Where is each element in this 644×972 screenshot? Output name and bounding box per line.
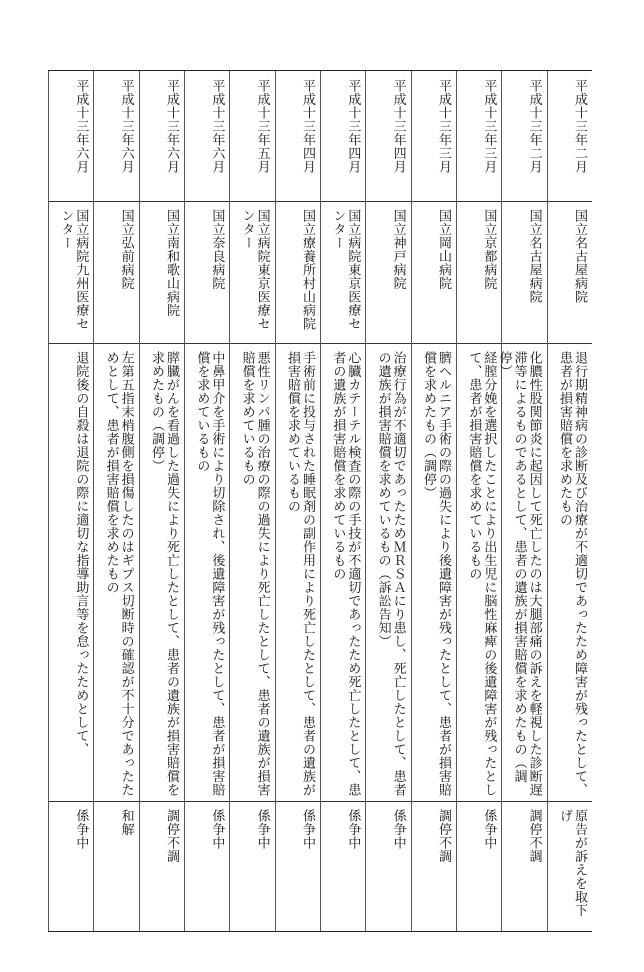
summary-cell: 経膣分娩を選択したことにより出生児に脳性麻痺の後遺障害が残ったとして、患者が損害賠償を求めているもの xyxy=(466,351,497,797)
status-cell: 調停不調 xyxy=(163,809,179,863)
date-cell: 平成十三年六月 xyxy=(209,79,225,174)
hospital-cell: 国立弘前病院 xyxy=(118,209,134,290)
hospital-cell: 国立名古屋病院 xyxy=(571,209,587,304)
status-cell: 係争中 xyxy=(299,809,315,850)
table-row xyxy=(547,71,593,931)
summary-cell: 左第五指末梢腹側を損傷したのはギプス切断時の確認が不十分であったためとして、患者が損害賠償を求めたもの xyxy=(103,351,134,797)
date-cell: 平成十三年六月 xyxy=(118,79,134,174)
status-cell: 係争中 xyxy=(209,809,225,850)
summary-cell: 治療行為が不適切であったためＭＲＳＡにり患し、死亡したとして、患者の遺族が損害賠償を求めているもの（訴訟告知） xyxy=(375,351,406,797)
hospital-cell: 国立南和歌山病院 xyxy=(163,209,179,317)
table-row xyxy=(184,71,230,931)
summary-cell: 悪性リンパ腫の治療の際の過失により死亡したとして、患者の遺族が損害賠償を求めているもの xyxy=(239,351,270,797)
summary-cell: 臍ヘルニア手術の際の過失により後遺障害が残ったとして、患者が損害賠償を求めたもの（調停） xyxy=(420,351,451,797)
table-row xyxy=(320,71,366,931)
date-cell: 平成十三年六月 xyxy=(73,79,89,174)
date-cell: 平成十三年四月 xyxy=(345,79,361,174)
hospital-cell: 国立病院九州医療センター xyxy=(58,209,89,331)
status-cell: 係争中 xyxy=(481,809,497,850)
date-cell: 平成十三年六月 xyxy=(163,79,179,174)
table-row xyxy=(48,71,94,931)
table-row xyxy=(93,71,139,931)
date-cell: 平成十三年二月 xyxy=(526,79,542,174)
table-row xyxy=(496,71,547,931)
summary-cell: 心臓カテーテル検査の際の手技が不適切であったため死亡したとして、患者の遺族が損害賠償を求めているもの xyxy=(330,351,361,797)
date-cell: 平成十三年四月 xyxy=(390,79,406,174)
hospital-cell: 国立名古屋病院 xyxy=(526,209,542,304)
status-cell: 係争中 xyxy=(390,809,406,850)
hospital-cell: 国立岡山病院 xyxy=(435,209,451,290)
status-cell: 調停不調 xyxy=(435,809,451,863)
date-cell: 平成十三年五月 xyxy=(254,79,270,174)
status-cell: 原告が訴えを取下げ xyxy=(556,809,587,917)
summary-cell: 退院後の自殺は退院の際に適切な指導助言等を怠ったためとして、 xyxy=(73,351,89,756)
summary-cell: 手術前に投与された睡眠剤の副作用により死亡したとして、患者の遺族が損害賠償を求めているもの xyxy=(284,351,315,797)
table-row xyxy=(229,71,275,931)
status-cell: 係争中 xyxy=(345,809,361,850)
hospital-cell: 国立病院東京医療センター xyxy=(239,209,270,331)
hospital-cell: 国立療養所村山病院 xyxy=(299,209,315,331)
status-cell: 係争中 xyxy=(73,809,89,850)
table-row xyxy=(411,71,457,931)
hospital-cell: 国立神戸病院 xyxy=(390,209,406,290)
date-cell: 平成十三年三月 xyxy=(435,79,451,174)
summary-cell: 中鼻甲介を手術により切除され、後遺障害が残ったとして、患者が損害賠償を求めているもの xyxy=(194,351,225,797)
hospital-cell: 国立病院東京医療センター xyxy=(330,209,361,331)
table-row xyxy=(275,71,321,931)
date-cell: 平成十三年四月 xyxy=(299,79,315,174)
table-row xyxy=(139,71,185,931)
summary-cell: 膵臓がんを看過した過失により死亡したとして、患者の遺族が損害賠償を求めたもの（調停） xyxy=(148,351,179,797)
status-cell: 係争中 xyxy=(254,809,270,850)
table-row xyxy=(365,71,411,931)
date-cell: 平成十三年三月 xyxy=(481,79,497,174)
summary-cell: 化膿性股関節炎に起因して死亡したのは大腿部痛の訴えを軽視した診断遅滞等によるものであるとして、患者の遺族が損害賠償を求めたもの（調停） xyxy=(496,351,542,797)
hospital-cell: 国立奈良病院 xyxy=(209,209,225,290)
summary-cell: 退行期精神病の診断及び治療が不適切であったため障害が残ったとして、患者が損害賠償を求めたもの xyxy=(556,351,587,797)
status-cell: 和解 xyxy=(118,809,134,836)
date-cell: 平成十三年二月 xyxy=(571,79,587,174)
hospital-cell: 国立京都病院 xyxy=(481,209,497,290)
case-table xyxy=(48,70,592,932)
status-cell: 調停不調 xyxy=(526,809,542,863)
table-row xyxy=(456,71,502,931)
